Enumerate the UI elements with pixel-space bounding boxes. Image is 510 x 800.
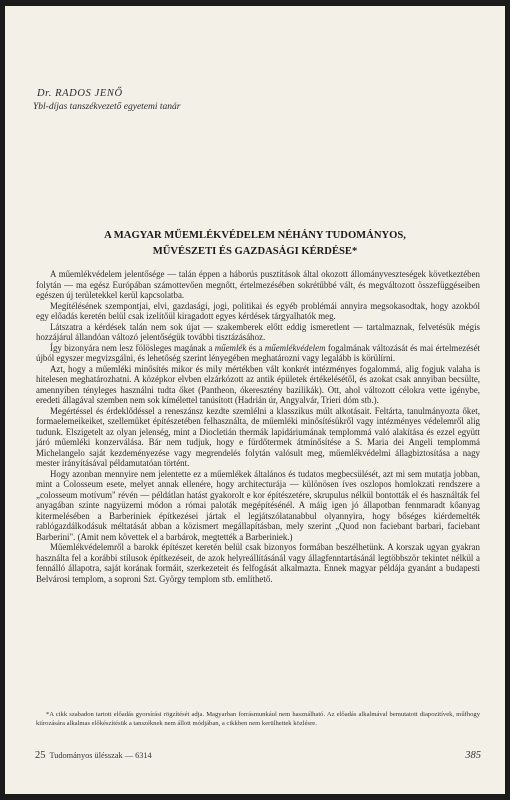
paragraph: Műemlékvédelemről a barokk építészet keretén belül csak bizonyos formában beszélhetünk. A korszak ugyan gyakran használta fel a korábbi stílusok építkezéseit, de azok helyreállításánál vagy állagfenntartásánál legtöbbször tekintet nélkül a fennálló állapotra, saját korának formáit, szerkezeteit és felfogását alkalmazta. Ennek magyar példája gyanánt a budapesti Belvárosi templom, a soproni Szt. György templom stb. említhető. [36,542,480,584]
sheet-signature [35,750,152,761]
paragraph: Hogy azonban mennyire nem jelentette ez a műemlékek általános és tudatos megbecsülését, azt mi sem mutatja jobban, mint a Colosseum esete, melyet annak ellenére, hogy architecturája — különösen íves oszlopos homlokzati rendszere a „colosseum motívum" révén — példátlan hatást gyakorolt e kor építészetére, skrupulus nélkül bontották el és használták fel anyagában szinte nagyüzemi módon a római paloták megépítésénél. A máig igen jó állapotban fennmaradt kőanyag kitermelésében a Barberiniek építkezései jártak el legjátszólatanabbul olyannyira, hogy bőséges kiérdemelték rablógazdálkodásuk méltatását abban a közismert megállapításban, mely szerint „Quod non faciebant barbari, faciebant Barberini". (Amit nem követtek el a barbárok, megtették a Barberiniek.) [36,468,480,542]
paragraph: Megítélésének szempontjai, elvi, gazdasági, jogi, politikai és egyéb problémái annyira megsokasodtak, hogy azokból egy előadás keretén belül csak izelítőül kiragadott egyes kérdések tárgyalhatók meg. [36,300,480,321]
paragraph: Látszatra a kérdések talán nem sok újat — szakemberek előtt eddig ismeretlent — tartalmaznak, felvetésük mégis hozzájárul állandóan változó jelentőségük további tisztázásához. [36,321,480,342]
author-title: Ybl-díjas tanszékvezető egyetemi tanár [33,102,181,112]
paragraph: Azt, hogy a műemléki minősítés mikor és mily mértékben vált konkrét intézményes fogalommá, alig fogjuk valaha is hitelesen meghatározhatni. A középkor elvben elzárkózott az antik épületek értékelésétől, és azokat csak annyiban becsülte, amennyiben tényleges használni tudta őket (Pantheon, ókeresztény bazilikák). Ott, ahol változott célokra vette igénybe, eredeti állagával szemben nem sok kímélettel tanúsított (Hadrián úr, Angyalvár, Trieri dóm stb.). [36,363,480,405]
footnote [36,711,480,728]
article-body [36,269,480,584]
sheet-number: 25 [35,750,46,761]
sheet-label: Tudományos ülésszak — 6314 [49,751,152,760]
paragraph: Megértéssel és érdeklődéssel a reneszánsz kezdte szemlélni a klasszikus múlt alkotásait. Feltárta, tanulmányozta őket, formaelemeikeiket, szellemüket építészetében felhasználta, de műemléki minősítésükről vagy intézményes védelemről alig tudunk. Elszigetelt az olyan jelenség, mint a Diocletián thermák lapidáriumának templommá való alakítása és ezzel együtt járó műemléki konzerválása. Bár nem tudjuk, hogy e fürdőtermek átmínősítése a S. Maria dei Angeli templommá Michelangelo saját kezdeményezése vagy megrendelés folytán valósult meg, műemlékvédelmi állagbiztosítása a nagy mester irányításával példamutatóan történt. [36,405,480,468]
document-page [5,6,505,794]
author-name: Dr. RADOS JENŐ [37,88,123,99]
paragraph: Így bizonyára nem lesz fölösleges magának a műemlék és a műemlékvédelem fogalmának változását és mai értelmezését újból egyszer megvizsgálni, és lehetőség szerint lényegében meghatározni vagy legalább is körülírni. [36,342,480,363]
footnote-text: *A cikk szabadon tartott előadás gyorsírási rögzítését adja. Magyarban forrásmunkául nem használható. Az előadás alkalmával bemutatott diapozitívek, műfhogy kiírozására alkalmas előkészítésük a tanszéknek nem állott módjában, a cikkben nem kerülhettek közlésre. [36,711,480,727]
page-number: 385 [465,750,481,761]
paragraph: A műemlékvédelem jelentősége — talán éppen a háborús pusztítások által okozott állományveszteségek következtében folytán — ma egész Európában számottevően megnőtt, értelmezésében sokrétűbbé vált, és megváltozott összefüggéseiben egészen új területekkel kerül kapcsolatba. [36,269,480,300]
article-title-line-2: MŰVÉSZETI ÉS GAZDASÁGI KÉRDÉSE* [152,246,358,257]
article-title-line-1: A MAGYAR MŰEMLÉKVÉDELEM NÉHÁNY TUDOMÁNYOS, [104,230,406,241]
